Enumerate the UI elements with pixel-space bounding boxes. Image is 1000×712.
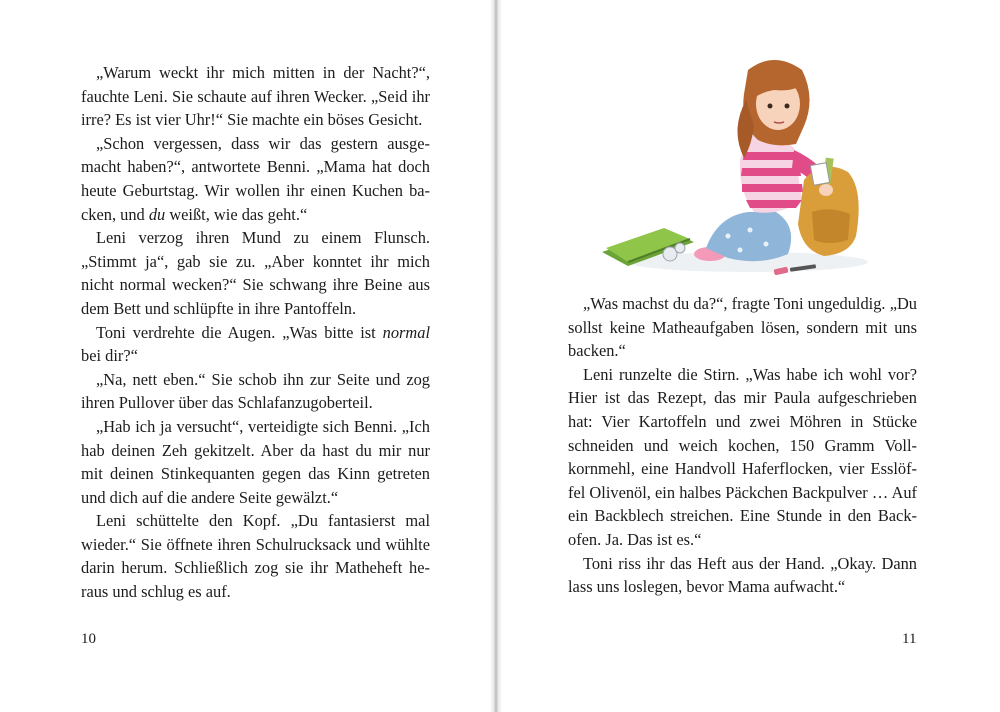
text-line: und dich auf die andere Seite gewälzt.“ (81, 487, 339, 507)
text-line: „Warum weckt ihr mich mitten in der Nacht?“, (96, 63, 430, 82)
right-page (502, 0, 1000, 712)
text-line: „Stimmt ja“, gab sie zu. „Aber konntet ihr mich (81, 251, 430, 271)
text-line: hat: Vier Kartoffeln und zwei Möhren in Stücke (568, 411, 917, 431)
text-line: irre? Es ist vier Uhr!“ Sie machte ein böses Gesicht. (81, 110, 423, 130)
text-line: ofen. Ja. Das ist es.“ (568, 529, 702, 549)
text-line: Toni riss ihr das Heft aus der Hand. „Okay. Dann (583, 553, 917, 573)
text-line: „Na, nett eben.“ Sie schob ihn zur Seite und zog (96, 369, 430, 389)
text-line: heute Geburtstag. Wir wollen ihr einen Kuchen ba- (81, 180, 430, 200)
text-line: ihren Pullover über das Schlafanzugoberteil. (81, 393, 373, 413)
text-segment: cken, und (81, 204, 149, 224)
paragraph (81, 368, 430, 415)
book-gutter (490, 0, 502, 712)
left-page-text (81, 61, 430, 604)
text-line: sollst keine Matheaufgaben lösen, sondern mit uns (568, 317, 917, 337)
text-segment: weißt, wie das geht.“ (165, 204, 308, 224)
left-page (0, 0, 490, 712)
text-line: ein Backblech streichen. Eine Stunde in den Back- (568, 506, 917, 526)
text-line: Leni schüttelte den Kopf. „Du fantasierst mal (96, 511, 430, 531)
paragraph (81, 132, 430, 226)
text-line: mit deinen Stinkequanten gegen das Kinn getreten (81, 464, 430, 484)
text-line: Leni verzog ihren Mund zu einem Flunsch. (96, 228, 430, 248)
text-line: „Was machst du da?“, fragte Toni ungeduldig. „Du (583, 294, 917, 313)
text-line: lass uns loslegen, bevor Mama aufwacht.“ (568, 577, 846, 597)
page-number-left: 10 (81, 631, 96, 647)
text-line: schneiden und weich kochen, 150 Gramm Voll- (568, 435, 917, 455)
text-line: macht haben?“, antwortete Benni. „Mama hat doch (81, 157, 430, 177)
text-line: fel Olivenöl, ein halbes Päckchen Backpulver … Auf (568, 482, 917, 502)
girl-head-icon (737, 60, 809, 158)
hand-icon (819, 184, 833, 196)
text-line: wieder.“ Sie öffnete ihren Schulrucksack und wühlte (81, 534, 430, 554)
text-line: nicht normal wecken?“ Sie schwang ihre Beine aus (81, 275, 430, 295)
text-line: fauchte Leni. Sie schaute auf ihren Wecker. „Seid ihr (81, 86, 430, 106)
italic-word: du (148, 204, 166, 224)
text-line: bei dir?“ (81, 346, 138, 366)
paragraph (81, 415, 430, 509)
paragraph (81, 321, 430, 368)
text-line: kornmehl, eine Handvoll Haferflocken, vier Esslöf- (568, 459, 917, 479)
paragraph (81, 61, 430, 132)
paragraph (568, 292, 917, 363)
text-line: Leni runzelte die Stirn. „Was habe ich wohl vor? (583, 364, 917, 384)
paragraph (568, 363, 917, 552)
right-page-text (568, 292, 917, 599)
paragraph (81, 226, 430, 320)
text-line: Hier ist das Rezept, das mir Paula aufgeschrieben (568, 388, 917, 408)
text-line: „Hab ich ja versucht“, verteidigte sich Benni. „Ich (96, 416, 430, 436)
text-line: dem Bett und schlüpfte in ihre Pantoffeln. (81, 298, 357, 318)
paragraph (81, 509, 430, 603)
italic-word: normal (382, 322, 430, 342)
text-line: darin herum. Schließlich zog sie ihr Matheheft he- (81, 558, 430, 578)
text-line (81, 203, 430, 227)
paragraph (568, 552, 917, 599)
text-line (81, 321, 430, 345)
text-line: backen.“ (568, 341, 626, 361)
text-line: „Schon vergessen, dass wir das gestern ausge- (96, 133, 430, 153)
text-segment: Toni verdrehte die Augen. „Was bitte ist (96, 322, 383, 342)
page-number-right: 11 (902, 631, 917, 647)
girl-with-backpack-illustration (598, 40, 868, 280)
text-line: hab deinen Zeh gekitzelt. Aber da hast du mir nur (81, 440, 430, 460)
text-line: raus und schlug es auf. (81, 582, 231, 602)
